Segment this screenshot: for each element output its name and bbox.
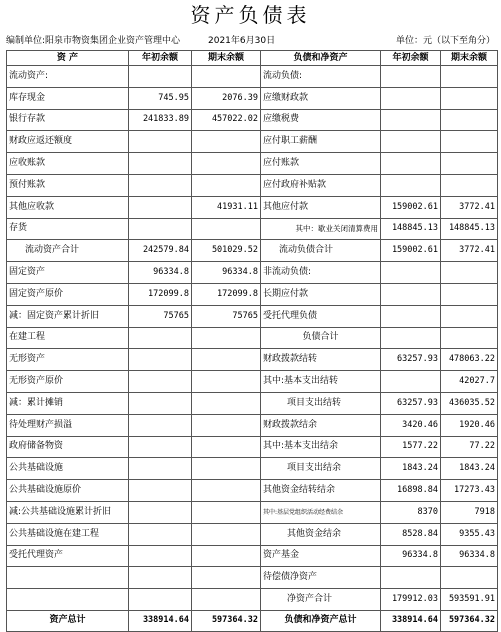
asset-opening [129,480,192,502]
liability-opening [381,109,441,131]
liability-opening [381,371,441,393]
table-row [7,480,498,502]
liability-closing: 1843.24 [441,458,498,480]
liability-opening: 159002.61 [381,196,441,218]
liability-closing [441,567,498,589]
table-row [7,305,498,327]
asset-opening [129,436,192,458]
asset-closing [192,153,261,175]
asset-label [7,567,129,589]
asset-closing [192,545,261,567]
liability-label: 项目支出结余 [261,458,381,480]
total-liabilities-closing: 597364.32 [441,610,498,631]
asset-opening [129,218,192,240]
liability-label: 其中：歇业关闭清算费用 [261,218,381,240]
table-row [7,87,498,109]
table-row [7,327,498,349]
liability-label: 财政拨款结余 [261,414,381,436]
asset-label: 待处理财产损溢 [7,414,129,436]
liability-closing [441,87,498,109]
table-row [7,218,498,240]
liability-opening [381,153,441,175]
asset-closing [192,131,261,153]
liability-label: 其他资金结余 [261,523,381,545]
liability-label: 其中:基本支出结转 [261,371,381,393]
asset-closing: 501029.52 [192,240,261,262]
asset-opening: 745.95 [129,87,192,109]
table-row [7,436,498,458]
liability-closing [441,66,498,88]
asset-label: 应收账款 [7,153,129,175]
asset-opening: 96334.8 [129,262,192,284]
table-row [7,240,498,262]
header-assets: 资 产 [7,51,129,66]
liability-opening: 148845.13 [381,218,441,240]
document-title: 资产负债表 [190,3,311,27]
table-row [7,545,498,567]
liability-label: 非流动负债: [261,262,381,284]
liability-closing: 593591.91 [441,589,498,611]
asset-label [7,589,129,611]
liability-closing [441,174,498,196]
asset-closing: 2076.39 [192,87,261,109]
asset-opening [129,174,192,196]
asset-opening [129,501,192,523]
liability-label: 应付职工薪酬 [261,131,381,153]
liability-opening: 1843.24 [381,458,441,480]
asset-opening [129,153,192,175]
asset-label: 预付账款 [7,174,129,196]
asset-closing [192,349,261,371]
total-assets-opening: 338914.64 [129,610,192,631]
asset-label: 公共基础设施在建工程 [7,523,129,545]
liability-closing: 9355.43 [441,523,498,545]
asset-label: 无形资产原价 [7,371,129,393]
asset-opening [129,567,192,589]
liability-label: 长期应付款 [261,283,381,305]
liability-closing: 42027.7 [441,371,498,393]
liability-opening [381,174,441,196]
liability-opening [381,66,441,88]
table-row [7,131,498,153]
liability-closing [441,131,498,153]
liability-label: 流动负债合计 [261,240,381,262]
liability-label: 应缴税费 [261,109,381,131]
asset-label: 政府储备物资 [7,436,129,458]
asset-closing [192,414,261,436]
liability-closing: 7918 [441,501,498,523]
liability-closing [441,153,498,175]
asset-opening [129,371,192,393]
asset-label: 减：固定资产累计折旧 [7,305,129,327]
asset-opening [129,349,192,371]
total-assets-closing: 597364.32 [192,610,261,631]
liability-opening: 63257.93 [381,349,441,371]
table-row [7,174,498,196]
liability-label: 流动负债: [261,66,381,88]
total-liabilities-label: 负债和净资产总计 [261,610,381,631]
table-row [7,567,498,589]
table-row [7,196,498,218]
asset-label: 固定资产 [7,262,129,284]
asset-label: 减：累计摊销 [7,392,129,414]
liability-opening [381,305,441,327]
liability-closing [441,305,498,327]
header-liabilities-opening: 年初余额 [381,51,441,66]
liability-opening: 96334.8 [381,545,441,567]
asset-closing [192,392,261,414]
liability-closing: 3772.41 [441,196,498,218]
asset-closing: 457022.02 [192,109,261,131]
asset-opening: 172099.8 [129,283,192,305]
liability-opening: 179912.03 [381,589,441,611]
total-liabilities-opening: 338914.64 [381,610,441,631]
header-assets-opening: 年初余额 [129,51,192,66]
liability-opening [381,567,441,589]
liability-opening: 8528.84 [381,523,441,545]
asset-opening [129,414,192,436]
asset-closing: 75765 [192,305,261,327]
table-row [7,262,498,284]
liability-closing [441,109,498,131]
table-row [7,371,498,393]
table-row [7,458,498,480]
liability-opening: 1577.22 [381,436,441,458]
asset-opening: 75765 [129,305,192,327]
liability-opening: 63257.93 [381,392,441,414]
liability-label: 应付政府补贴款 [261,174,381,196]
liability-label: 项目支出结转 [261,392,381,414]
report-date: 2021年6月30日 [208,36,276,46]
asset-closing [192,523,261,545]
liability-label: 负债合计 [261,327,381,349]
asset-closing [192,458,261,480]
asset-label: 在建工程 [7,327,129,349]
liability-closing [441,327,498,349]
asset-label: 库存现金 [7,87,129,109]
asset-label: 流动资产合计 [7,240,129,262]
asset-closing [192,436,261,458]
liability-label: 其他应付款 [261,196,381,218]
asset-closing: 172099.8 [192,283,261,305]
asset-closing: 41931.11 [192,196,261,218]
total-row [7,610,498,631]
asset-closing [192,371,261,393]
asset-label: 存货 [7,218,129,240]
table-row [7,523,498,545]
liability-opening [381,327,441,349]
asset-closing [192,501,261,523]
liability-opening [381,131,441,153]
liability-label: 应缴财政款 [261,87,381,109]
asset-closing: 96334.8 [192,262,261,284]
asset-label: 公共基础设施 [7,458,129,480]
header-liabilities: 负债和净资产 [261,51,381,66]
asset-opening [129,66,192,88]
table-row [7,349,498,371]
liability-opening [381,262,441,284]
asset-opening [129,523,192,545]
liability-opening [381,87,441,109]
table-row [7,66,498,88]
liability-opening: 159002.61 [381,240,441,262]
table-header-row [7,51,498,66]
asset-label: 减:公共基础设施累计折旧 [7,501,129,523]
liability-opening: 8370 [381,501,441,523]
asset-closing [192,567,261,589]
table-row [7,109,498,131]
liability-label: 待偿债净资产 [261,567,381,589]
liability-label: 其他资金结转结余 [261,480,381,502]
table-row [7,153,498,175]
liability-closing: 478063.22 [441,349,498,371]
liability-closing: 96334.8 [441,545,498,567]
liability-opening: 16898.84 [381,480,441,502]
table-row [7,283,498,305]
asset-closing [192,327,261,349]
liability-label: 资产基金 [261,545,381,567]
asset-opening [129,545,192,567]
table-row [7,589,498,611]
liability-label: 净资产合计 [261,589,381,611]
header-liabilities-closing: 期末余额 [441,51,498,66]
liability-opening: 3420.46 [381,414,441,436]
asset-opening [129,589,192,611]
table-row [7,414,498,436]
table-row [7,392,498,414]
liability-closing: 17273.43 [441,480,498,502]
asset-closing [192,480,261,502]
asset-label: 流动资产: [7,66,129,88]
table-row [7,501,498,523]
asset-closing [192,589,261,611]
liability-label: 其中:基本支出结余 [261,436,381,458]
liability-closing: 77.22 [441,436,498,458]
asset-opening [129,458,192,480]
header-assets-closing: 期末余额 [192,51,261,66]
asset-label: 公共基础设施原价 [7,480,129,502]
asset-label: 固定资产原价 [7,283,129,305]
asset-opening [129,196,192,218]
asset-opening [129,392,192,414]
liability-closing: 436035.52 [441,392,498,414]
asset-label: 其他应收款 [7,196,129,218]
asset-opening [129,327,192,349]
unit-note: 单位：元（以下至角分） [395,36,495,46]
liability-closing: 1920.46 [441,414,498,436]
liability-label: 受托代理负债 [261,305,381,327]
balance-sheet-table [6,50,498,632]
asset-opening [129,131,192,153]
asset-label: 银行存款 [7,109,129,131]
liability-closing [441,283,498,305]
liability-label: 财政拨款结转 [261,349,381,371]
asset-closing [192,66,261,88]
asset-closing [192,174,261,196]
asset-closing [192,218,261,240]
asset-label: 受托代理资产 [7,545,129,567]
total-assets-label: 资产总计 [7,610,129,631]
document-meta [6,34,495,48]
liability-closing: 148845.13 [441,218,498,240]
asset-opening: 242579.84 [129,240,192,262]
liability-label: 应付账款 [261,153,381,175]
liability-closing: 3772.41 [441,240,498,262]
org-name: 编制单位:阳泉市物资集团企业资产管理中心 [6,36,181,46]
asset-label: 无形资产 [7,349,129,371]
asset-label: 财政应返还额度 [7,131,129,153]
liability-label: 其中:基层党组织活动经费结余 [261,501,381,523]
asset-opening: 241833.89 [129,109,192,131]
liability-closing [441,262,498,284]
liability-opening [381,283,441,305]
